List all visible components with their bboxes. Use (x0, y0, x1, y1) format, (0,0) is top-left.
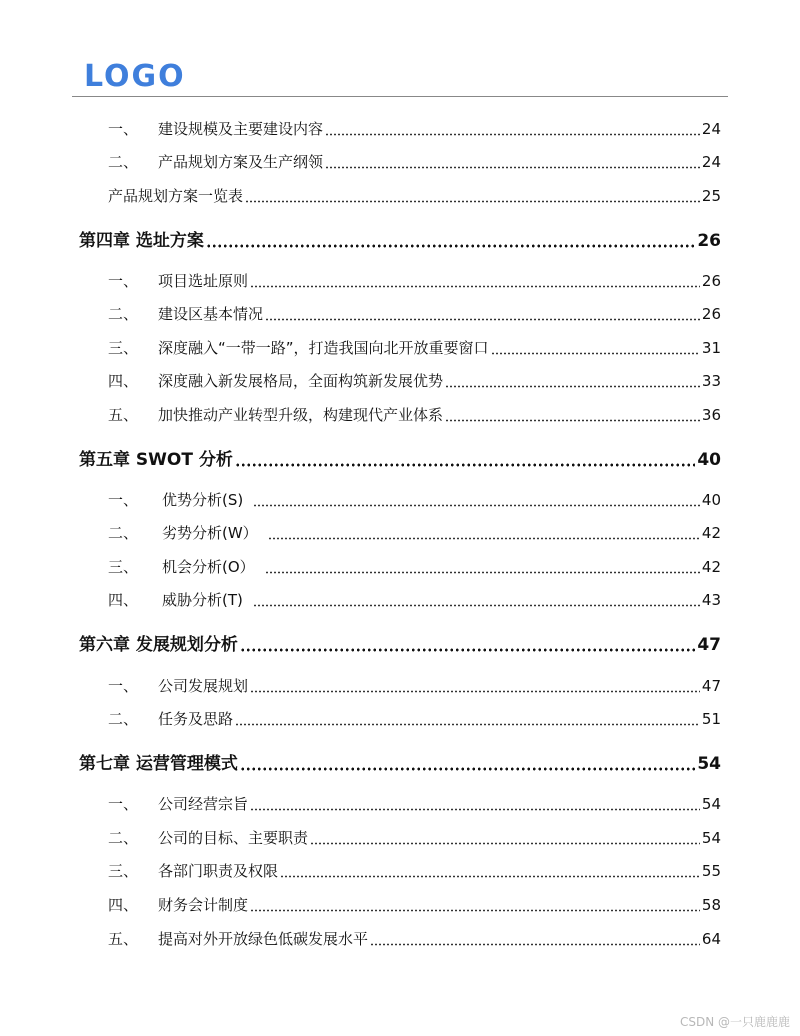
toc-entry-page: 55 (701, 862, 721, 880)
toc-entry-title: 威胁分析(T) (162, 591, 243, 609)
toc-leader-dots (240, 754, 695, 771)
toc-leader-dots (253, 492, 700, 507)
toc-leader-dots (206, 231, 695, 248)
toc-entry-number: 三、 (108, 339, 139, 357)
toc-entry-number: 三、 (108, 862, 139, 880)
toc-entry-number: 四、 (108, 896, 139, 914)
toc-leader-dots (265, 306, 700, 321)
toc-entry-title: 公司的目标、主要职责 (158, 829, 309, 847)
toc-entry-title: 劣势分析(W） (162, 524, 258, 542)
toc-chapter-title: 第七章 运营管理模式 (79, 754, 238, 774)
toc-entry-number: 一、 (108, 272, 139, 290)
toc-leader-dots (325, 154, 700, 169)
toc-entry[interactable] (108, 793, 721, 814)
toc-entry-page: 26 (701, 272, 721, 290)
toc-entry[interactable] (108, 827, 721, 848)
toc-leader-dots (235, 450, 695, 467)
toc-entry-page: 42 (701, 558, 721, 576)
toc-chapter-page: 40 (697, 450, 721, 470)
toc-entry-title: 任务及思路 (158, 710, 234, 728)
toc-entry[interactable] (108, 489, 721, 510)
toc-leader-dots (268, 525, 700, 540)
toc-entry[interactable] (108, 675, 721, 696)
toc-entry-page: 26 (701, 305, 721, 323)
toc-chapter-entry[interactable] (79, 226, 721, 251)
toc-entry-title: 优势分析(S) (162, 491, 244, 509)
toc-entry-title: 项目选址原则 (158, 272, 249, 290)
toc-entry-page: 24 (701, 120, 721, 138)
toc-entry[interactable] (108, 337, 721, 358)
toc-entry-number: 一、 (108, 491, 139, 509)
toc-entry-number: 二、 (108, 153, 139, 171)
toc-entry-number: 五、 (108, 930, 139, 948)
toc-chapter-title: 第四章 选址方案 (79, 231, 204, 251)
toc-entry[interactable] (108, 928, 721, 949)
toc-entry-page: 58 (701, 896, 721, 914)
toc-entry-page: 33 (701, 372, 721, 390)
toc-leader-dots (240, 635, 695, 652)
toc-entry-title: 产品规划方案及生产纲领 (158, 153, 324, 171)
toc-entry-number: 三、 (108, 558, 139, 576)
toc-chapter-title: 第五章 SWOT 分析 (79, 450, 233, 470)
toc-leader-dots (445, 373, 700, 388)
toc-chapter-page: 26 (697, 231, 721, 251)
toc-entry-title: 加快推动产业转型升级，构建现代产业体系 (158, 406, 444, 424)
toc-entry-number: 二、 (108, 305, 139, 323)
toc-entry-page: 51 (701, 710, 721, 728)
toc-leader-dots (250, 273, 700, 288)
toc-entry[interactable] (108, 708, 721, 729)
logo: LOGO (84, 59, 186, 94)
toc-leader-dots (310, 830, 700, 845)
toc-entry-title: 机会分析(O） (162, 558, 255, 576)
toc-leader-dots (445, 407, 700, 422)
toc-chapter-entry[interactable] (79, 749, 721, 774)
toc-leader-dots (491, 340, 700, 355)
toc-leader-dots (250, 796, 700, 811)
toc-entry[interactable] (108, 404, 721, 425)
toc-entry[interactable] (108, 118, 721, 139)
toc-entry-number: 二、 (108, 829, 139, 847)
toc-entry[interactable] (108, 270, 721, 291)
toc-entry-title: 公司发展规划 (158, 677, 249, 695)
toc-entry-number: 一、 (108, 795, 139, 813)
toc-chapter-page: 47 (697, 635, 721, 655)
toc-entry-page: 42 (701, 524, 721, 542)
toc-entry[interactable] (108, 522, 721, 543)
toc-entry[interactable] (108, 151, 721, 172)
toc-entry-page: 36 (701, 406, 721, 424)
toc-leader-dots (245, 188, 700, 203)
toc-entry[interactable] (108, 589, 721, 610)
toc-chapter-page: 54 (697, 754, 721, 774)
toc-entry[interactable] (108, 860, 721, 881)
toc-leader-dots (370, 931, 700, 946)
toc-entry-page: 31 (701, 339, 721, 357)
toc-entry-page: 40 (701, 491, 721, 509)
toc-entry-page: 54 (701, 829, 721, 847)
watermark: CSDN @一只鹿鹿鹿 (679, 1015, 790, 1029)
toc-entry-title: 深度融入“一带一路”，打造我国向北开放重要窗口 (158, 339, 489, 357)
toc-entry-number: 四、 (108, 372, 139, 390)
toc-leader-dots (265, 559, 700, 574)
toc-leader-dots (250, 678, 700, 693)
toc-entry[interactable] (108, 370, 721, 391)
toc-entry-number: 一、 (108, 677, 139, 695)
toc-leader-dots (253, 592, 700, 607)
toc-entry-title: 财务会计制度 (158, 896, 249, 914)
toc-leader-dots (235, 711, 700, 726)
header-divider (72, 96, 728, 97)
toc-entry-number: 二、 (108, 524, 139, 542)
toc-entry-number: 四、 (108, 591, 139, 609)
toc-entry-page: 24 (701, 153, 721, 171)
toc-leader-dots (280, 863, 700, 878)
toc-entry-number: 一、 (108, 120, 139, 138)
toc-entry-page: 64 (701, 930, 721, 948)
toc-chapter-entry[interactable] (79, 630, 721, 655)
toc-entry-title: 公司经营宗旨 (158, 795, 249, 813)
toc-entry-page: 25 (701, 187, 721, 205)
toc-entry-title: 建设区基本情况 (158, 305, 264, 323)
toc-entry-number: 五、 (108, 406, 139, 424)
toc-entry-number: 二、 (108, 710, 139, 728)
toc-entry-page: 47 (701, 677, 721, 695)
toc-leader-dots (325, 121, 700, 136)
toc-entry-title: 提高对外开放绿色低碳发展水平 (158, 930, 369, 948)
toc-entry-title: 建设规模及主要建设内容 (158, 120, 324, 138)
toc-entry-title: 产品规划方案一览表 (108, 187, 244, 205)
toc-entry-page: 54 (701, 795, 721, 813)
toc-leader-dots (250, 897, 700, 912)
toc-chapter-entry[interactable] (79, 445, 721, 470)
toc-entry[interactable] (108, 556, 721, 577)
toc-entry[interactable] (108, 894, 721, 915)
toc-entry[interactable] (108, 303, 721, 324)
toc-entry-title: 各部门职责及权限 (158, 862, 279, 880)
toc-entry[interactable] (108, 185, 721, 206)
toc-chapter-title: 第六章 发展规划分析 (79, 635, 238, 655)
toc-entry-title: 深度融入新发展格局，全面构筑新发展优势 (158, 372, 444, 390)
toc-entry-page: 43 (701, 591, 721, 609)
